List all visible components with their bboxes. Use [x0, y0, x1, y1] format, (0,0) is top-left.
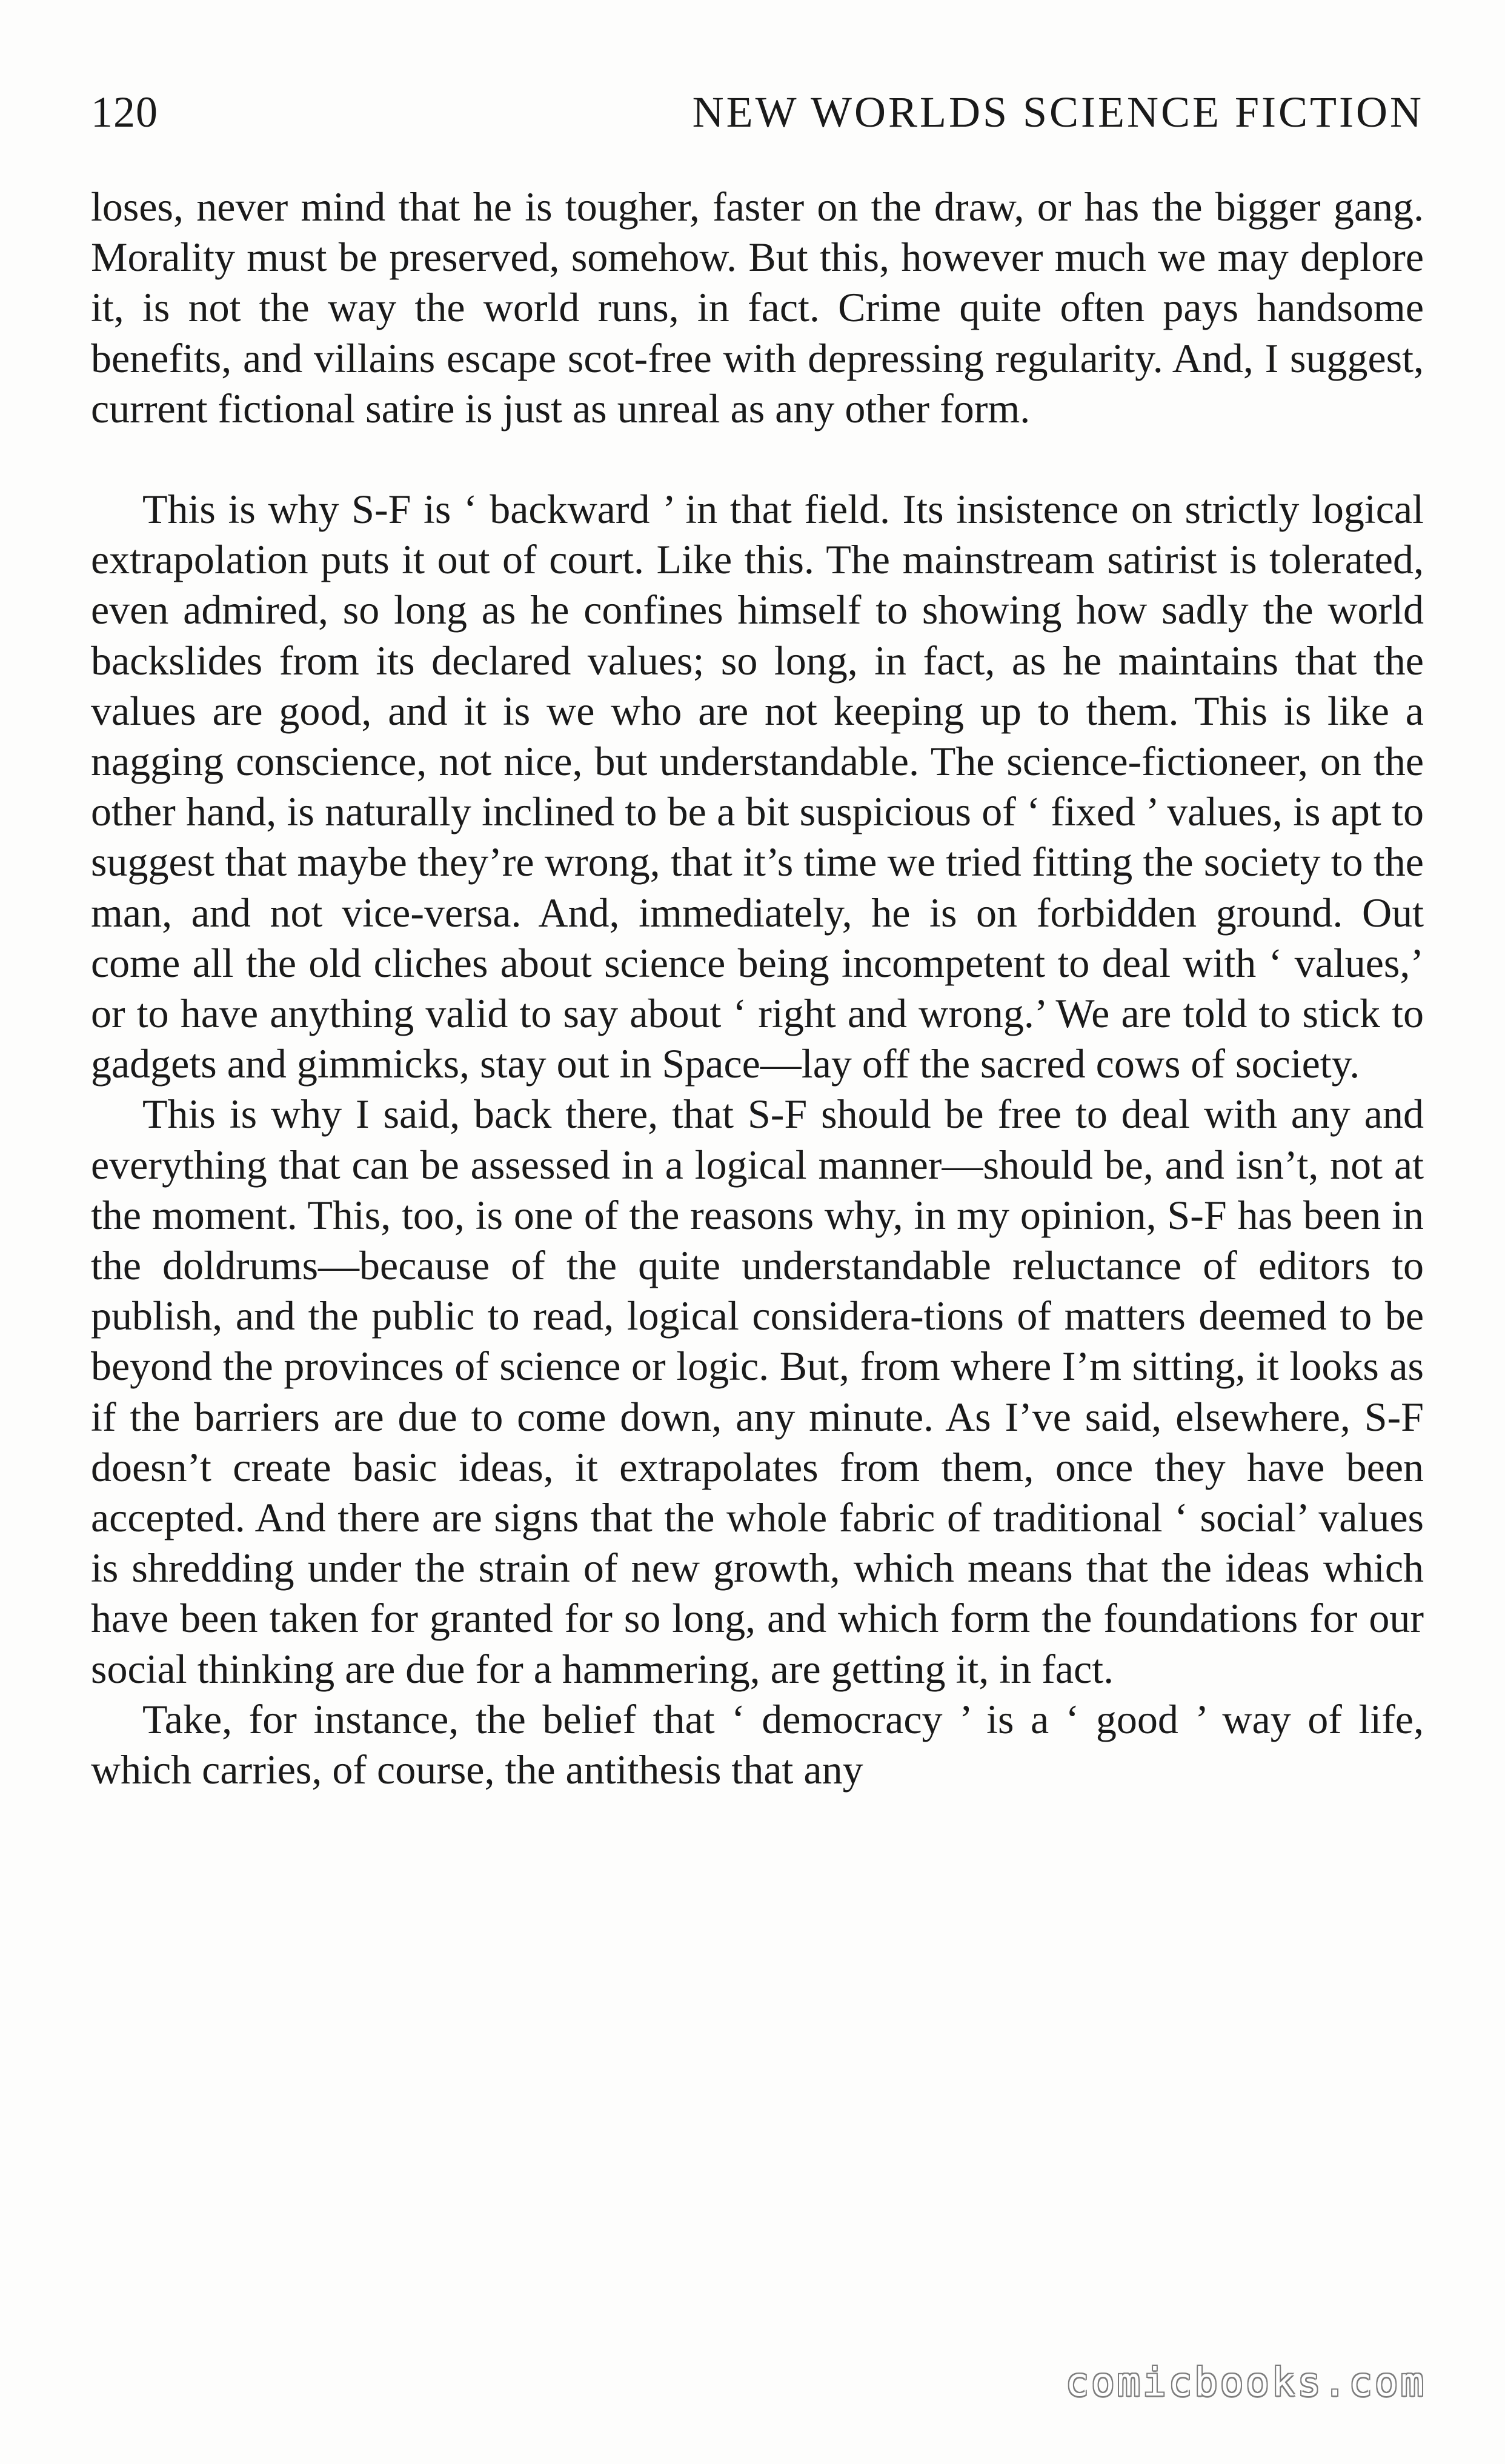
paragraph: Take, for instance, the belief that ‘ democracy ’ is a ‘ good ’ way of life, which carries, of course, the antithesis that any: [91, 1696, 1424, 1793]
paragraph: This is why I said, back there, that S-F should be free to deal with any and everything that can be assessed in a logical manner—should be, and isn’t, not at the moment. This, too, is one of the reasons why, in my opinion, S-F has been in the doldrums—because of the quite understandable reluctance of editors to publish, and the public to read, logical considera-tions of matters deemed to be beyond the provinces of science or logic. But, from where I’m sitting, it looks as if the barriers are due to come down, any minute. As I’ve said, elsewhere, S-F doesn’t create basic ideas, it extrapolates from them, once they have been accepted. And there are signs that the whole fabric of traditional ‘ social’ values is shredding under the strain of new growth, which means that the ideas which have been taken for granted for so long, and which form the foundations for our social thinking are due for a hammering, are getting it, in fact.: [91, 1091, 1424, 1692]
watermark: comicbooks.com: [1065, 2360, 1426, 2405]
page-header: [91, 79, 1424, 145]
paragraph: This is why S-F is ‘ backward ’ in that field. Its insistence on strictly logical extrapolation puts it out of court. Like this. The mainstream satirist is tolerated, even admired, so long as he confines himself to showing how sadly the world backslides from its declared values; so long, in fact, as he maintains that the values are good, and it is we who are not keeping up to them. This is like a nagging conscience, not nice, but understandable. The science-fictioneer, on the other hand, is naturally inclined to be a bit suspicious of ‘ fixed ’ values, is apt to suggest that maybe they’re wrong, that it’s time we tried fitting the society to the man, and not vice-versa. And, immediately, he is on forbidden ground. Out come all the old cliches about science being incompetent to deal with ‘ values,’ or to have anything valid to say about ‘ right and wrong.’ We are told to stick to gadgets and gimmicks, stay out in Space—lay off the sacred cows of society.: [91, 486, 1424, 1087]
page-number: 120: [91, 88, 158, 136]
article-body: [91, 182, 1424, 1795]
running-head: NEW WORLDS SCIENCE FICTION: [692, 88, 1424, 136]
paragraph: loses, never mind that he is tougher, faster on the draw, or has the bigger gang. Morality must be preserved, somehow. But this, however much we may deplore it, is not the way the world runs, in fact. Crime quite often pays handsome benefits, and villains escape scot-free with depressing regularity. And, I suggest, current fictional satire is just as unreal as any other form.: [91, 184, 1424, 431]
